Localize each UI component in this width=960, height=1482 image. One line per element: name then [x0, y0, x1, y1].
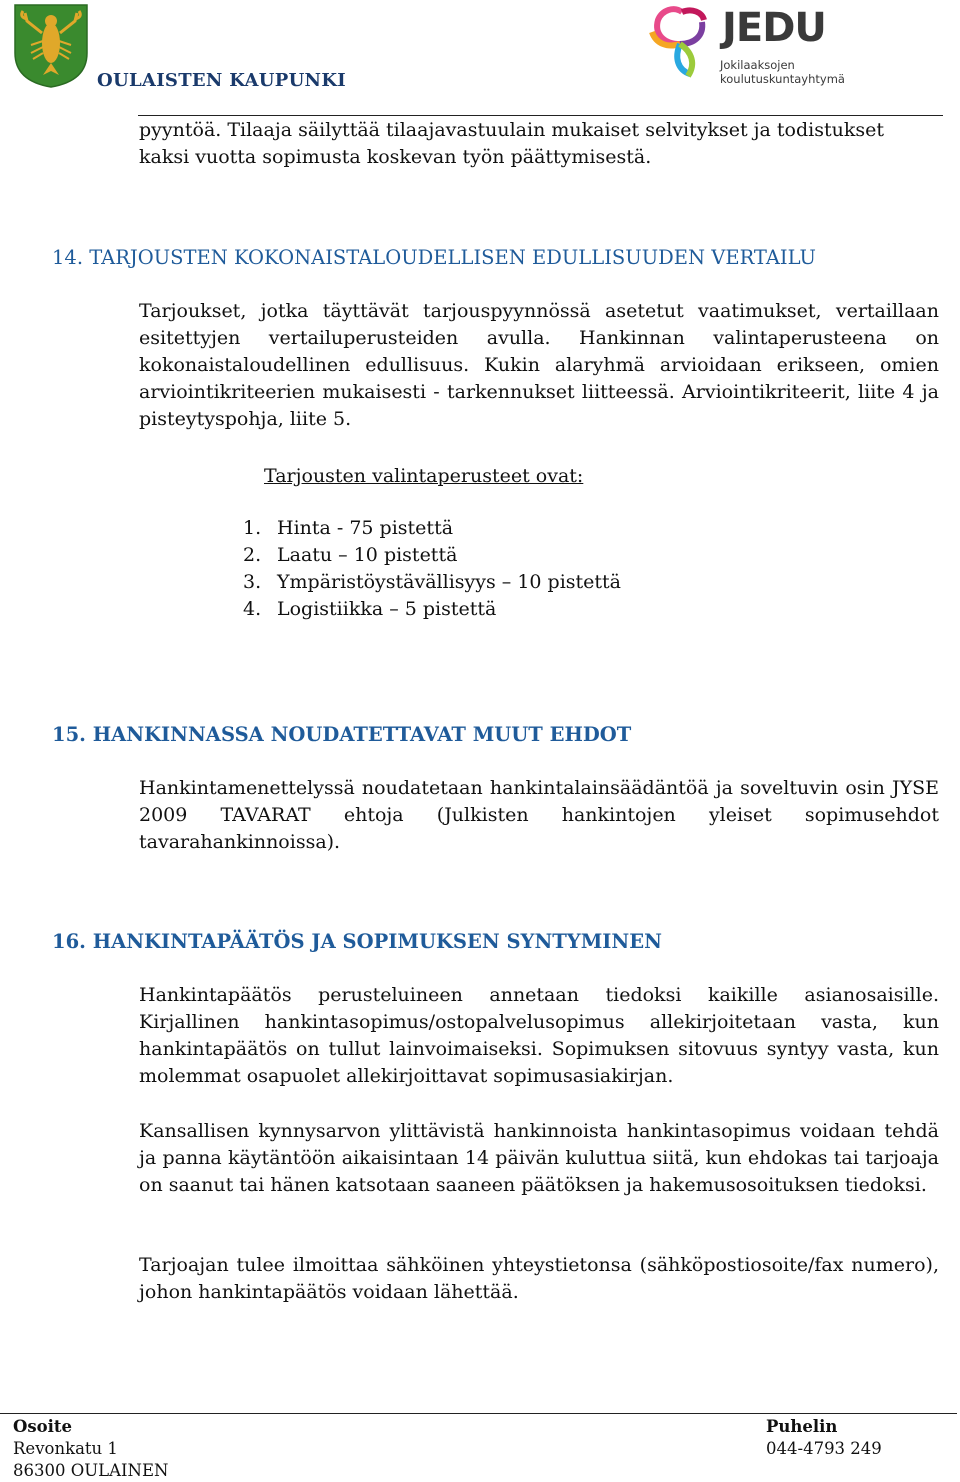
footer-phone: [766, 1416, 882, 1460]
section-14-heading: 14. TARJOUSTEN KOKONAISTALOUDELLISEN EDULLISUUDEN VERTAILU: [52, 246, 816, 269]
jedu-name: JEDU: [722, 5, 826, 51]
criteria-list: [243, 515, 621, 623]
jedu-subtitle-line1: Jokilaaksojen: [720, 58, 795, 72]
list-item-text: Laatu – 10 pistettä: [277, 544, 458, 566]
address-label: Osoite: [13, 1417, 73, 1436]
section-16-heading: 16. HANKINTAPÄÄTÖS JA SOPIMUKSEN SYNTYMINEN: [52, 930, 662, 953]
list-item-number: 4.: [243, 598, 262, 620]
phone-number: 044-4793 249: [766, 1439, 882, 1458]
intro-paragraph: pyyntöä. Tilaaja säilyttää tilaajavastuulain mukaiset selvitykset ja todistukset kaksi vuotta sopimusta koskevan työn päättymisestä.: [139, 119, 884, 168]
list-item: [243, 596, 621, 623]
list-item-number: 1.: [243, 517, 262, 539]
jedu-subtitle: [720, 58, 845, 86]
list-item-text: Logistiikka – 5 pistettä: [277, 598, 497, 620]
list-item: [243, 569, 621, 596]
list-item: [243, 542, 621, 569]
section-16-paragraph-2: Kansallisen kynnysarvon ylittävistä hankinnoista hankintasopimus voidaan tehdä ja panna käytäntöön aikaisintaan 14 päivän kuluttua siitä, kun ehdokas tai tarjoaja on saanut tai hänen katsotaan saaneen päätöksen ja hakemusosoituksen tiedoksi.: [139, 1120, 939, 1196]
footer-address: [13, 1416, 168, 1482]
address-postal: 86300 OULAINEN: [13, 1461, 169, 1480]
jedu-logo-mark: [644, 4, 716, 86]
section-16-paragraph-3: Tarjoajan tulee ilmoittaa sähköinen yhteystietonsa (sähköpostiosoite/fax numero), johon hankintapäätös voidaan lähettää.: [139, 1254, 939, 1303]
oulainen-crest-logo: [13, 3, 89, 89]
header-divider: [138, 115, 943, 116]
criteria-heading: Tarjousten valintaperusteet ovat:: [264, 465, 584, 487]
list-item-text: Hinta - 75 pistettä: [277, 517, 454, 539]
list-item-number: 3.: [243, 571, 262, 593]
list-item-number: 2.: [243, 544, 262, 566]
list-item-text: Ympäristöystävällisyys – 10 pistettä: [277, 571, 622, 593]
address-street: Revonkatu 1: [13, 1439, 118, 1458]
jedu-subtitle-line2: koulutuskuntayhtymä: [720, 72, 845, 86]
section-16-paragraph-1: Hankintapäätös perusteluineen annetaan tiedoksi kaikille asianosaisille. Kirjallinen hankintasopimus/ostopalvelusopimus allekirjoitetaan vasta, kun hankintapäätös on tullut lainvoimaiseksi. Sopimuksen sitovuus syntyy vasta, kun molemmat osapuolet allekirjoittavat sopimusasiakirjan.: [139, 984, 939, 1087]
page-header: [0, 0, 960, 118]
section-14-paragraph: Tarjoukset, jotka täyttävät tarjouspyynnössä asetetut vaatimukset, vertaillaan esitettyjen vertailuperusteiden avulla. Hankinnan valintaperusteena on kokonaistaloudellinen edullisuus. Kukin alaryhmä arvioidaan erikseen, omien arviointikriteerien mukaisesti - tarkennukset liitteessä. Arviointikriteerit, liite 4 ja pisteytyspohja, liite 5.: [139, 300, 939, 430]
list-item: [243, 515, 621, 542]
footer-divider: [0, 1413, 957, 1414]
section-15-heading: 15. HANKINNASSA NOUDATETTAVAT MUUT EHDOT: [52, 723, 632, 746]
city-name: OULAISTEN KAUPUNKI: [97, 70, 346, 91]
section-15-paragraph: Hankintamenettelyssä noudatetaan hankintalainsäädäntöä ja soveltuvin osin JYSE 2009 TAVARAT ehtoja (Julkisten hankintojen yleiset sopimusehdot tavarahankinnoissa).: [139, 777, 939, 853]
phone-label: Puhelin: [766, 1417, 838, 1436]
